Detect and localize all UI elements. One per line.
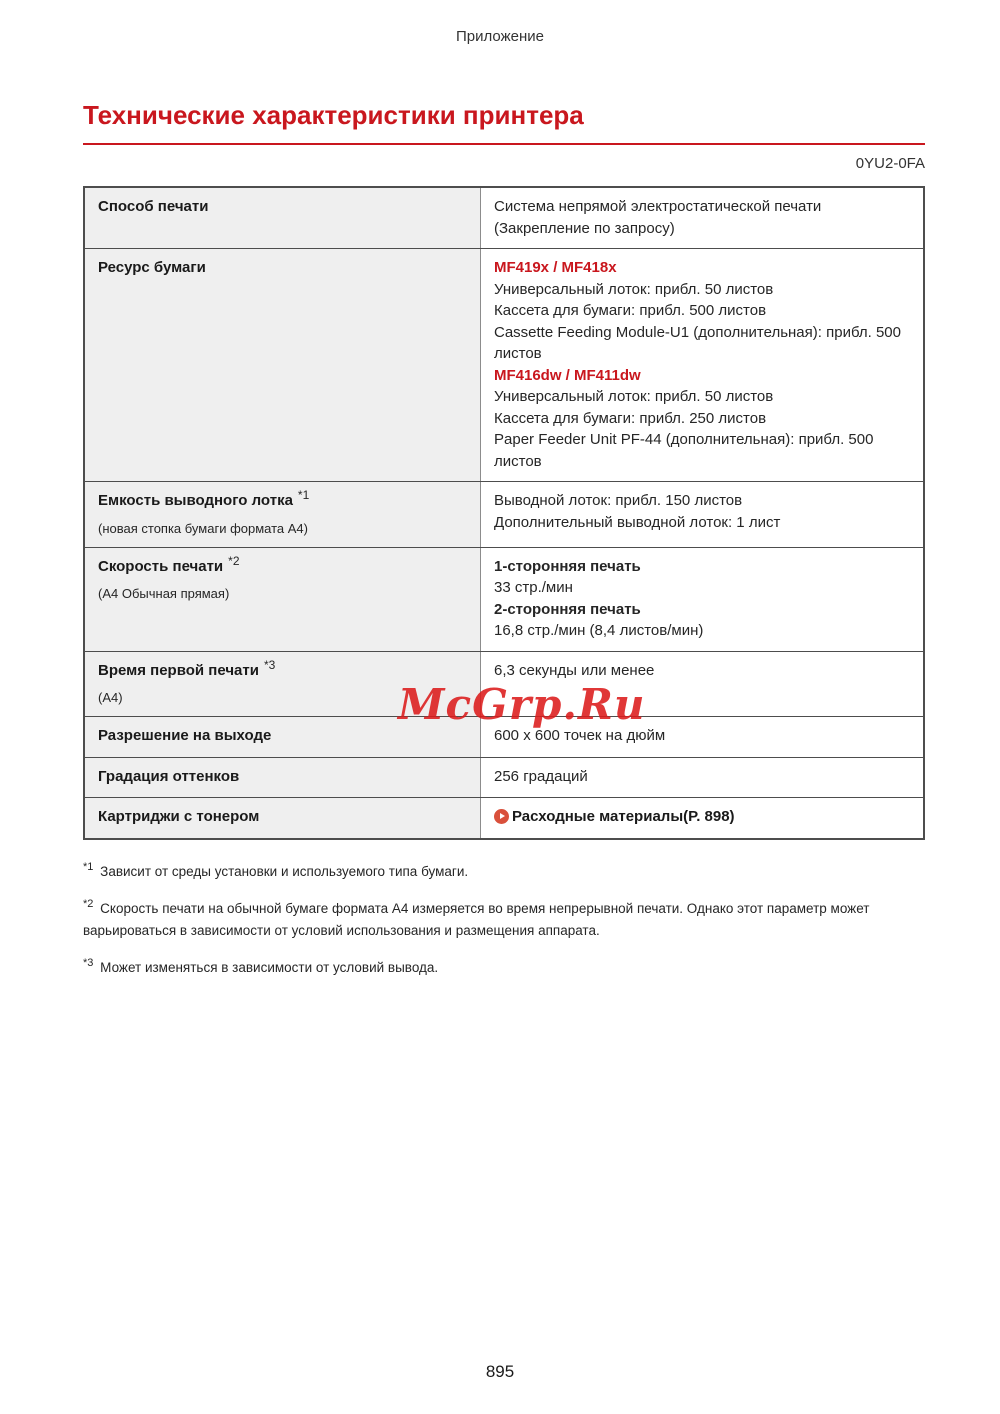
link-label: Расходные материалы(P. 898) — [512, 808, 735, 825]
spec-value-line: Кассета для бумаги: прибл. 500 листов — [494, 302, 767, 319]
spec-value-cell — [481, 798, 925, 839]
spec-label: Картриджи с тонером — [98, 808, 260, 825]
table-row — [84, 651, 924, 717]
spec-value-line: Cassette Feeding Module-U1 (дополнительная): прибл. 500 листов — [494, 323, 901, 362]
spec-value-line: Дополнительный выводной лоток: 1 лист — [494, 513, 781, 531]
footnote — [83, 898, 925, 942]
page-header: Приложение — [456, 28, 544, 45]
footnote — [83, 861, 925, 883]
spec-value-line: Универсальный лоток: прибл. 50 листов — [494, 280, 774, 298]
spec-label-cell — [84, 547, 481, 651]
spec-label: Градация оттенков — [98, 767, 240, 785]
specs-table-body — [84, 187, 924, 839]
spec-value-line: 600 x 600 точек на дюйм — [494, 727, 666, 744]
spec-label: Ресурс бумаги — [98, 259, 206, 276]
footnotes — [83, 861, 925, 979]
spec-label-cell — [84, 482, 481, 548]
spec-value-line: 33 стр./мин — [494, 579, 573, 596]
spec-label-cell — [84, 249, 481, 482]
content-area — [83, 100, 925, 994]
table-row — [84, 187, 924, 249]
spec-value-line: 16,8 стр./мин (8,4 листов/мин) — [494, 622, 704, 639]
consumables-link[interactable] — [494, 806, 909, 828]
footnote-text: Скорость печати на обычной бумаге формата A4 измеряется во время непрерывной печати. Однако этот параметр может варьироваться в зависимости от условий использования и размещения аппарата. — [83, 900, 870, 938]
spec-sublabel: (A4 Обычная прямая) — [98, 586, 230, 601]
spec-value-cell — [481, 547, 925, 651]
footnote-ref: *2 — [228, 553, 240, 568]
spec-label: Скорость печати — [98, 557, 224, 575]
spec-value-line: 2-сторонняя печать — [494, 600, 641, 618]
footnote-marker: *3 — [83, 957, 94, 969]
page-title: Технические характеристики принтера — [83, 100, 925, 145]
spec-label-cell — [84, 187, 481, 249]
spec-value-line: Выводной лоток: прибл. 150 листов — [494, 492, 743, 509]
spec-value-cell — [481, 482, 925, 548]
spec-value-cell — [481, 757, 925, 798]
watermark: McGrp.Ru — [398, 680, 646, 729]
spec-value-line: Система непрямой электростатической печати (Закрепление по запросу) — [494, 198, 822, 237]
table-row — [84, 547, 924, 651]
spec-label: Время первой печати — [98, 661, 259, 679]
footnote-ref: *3 — [263, 657, 276, 672]
spec-value-line: MF419x / MF418x — [494, 259, 617, 276]
spec-label-cell — [84, 798, 481, 839]
table-row — [84, 717, 924, 758]
spec-sublabel: (A4) — [98, 690, 123, 705]
doc-code: 0YU2-0FA — [855, 155, 925, 172]
table-row — [84, 249, 924, 482]
spec-value-line: Кассета для бумаги: прибл. 250 листов — [494, 409, 767, 427]
spec-value-line: 1-сторонняя печать — [494, 557, 641, 575]
spec-label-cell — [84, 717, 481, 758]
footnote-marker: *1 — [83, 861, 94, 873]
spec-value-line: 6,3 секунды или менее — [494, 661, 655, 679]
spec-value-cell — [481, 249, 925, 482]
table-row — [84, 798, 924, 839]
play-circle-icon — [494, 809, 509, 824]
spec-value-cell — [481, 717, 925, 758]
spec-label-cell — [84, 651, 481, 717]
spec-value-line: Универсальный лоток: прибл. 50 листов — [494, 388, 774, 405]
spec-value-cell — [481, 651, 925, 717]
footnote-text: Зависит от среды установки и используемого типа бумаги. — [100, 863, 469, 879]
spec-value-line: MF416dw / MF411dw — [494, 366, 641, 384]
spec-label-cell — [84, 757, 481, 798]
page-number: 895 — [485, 1362, 515, 1381]
spec-sublabel: (новая стопка бумаги формата A4) — [98, 520, 308, 536]
spec-label: Способ печати — [98, 198, 209, 215]
footnote — [83, 957, 925, 979]
spec-label: Емкость выводного лотка — [98, 492, 293, 509]
spec-value-cell — [481, 187, 925, 249]
spec-value-line: Paper Feeder Unit PF-44 (дополнительная): прибл. 500 листов — [494, 431, 874, 470]
table-row — [84, 482, 924, 548]
footnote-ref: *1 — [297, 488, 310, 502]
footnote-marker: *2 — [83, 898, 94, 910]
table-row — [84, 757, 924, 798]
spec-value-line: 256 градаций — [494, 767, 588, 785]
spec-label: Разрешение на выходе — [98, 727, 272, 744]
specs-table — [83, 186, 925, 840]
footnote-text: Может изменяться в зависимости от условий вывода. — [100, 959, 439, 975]
